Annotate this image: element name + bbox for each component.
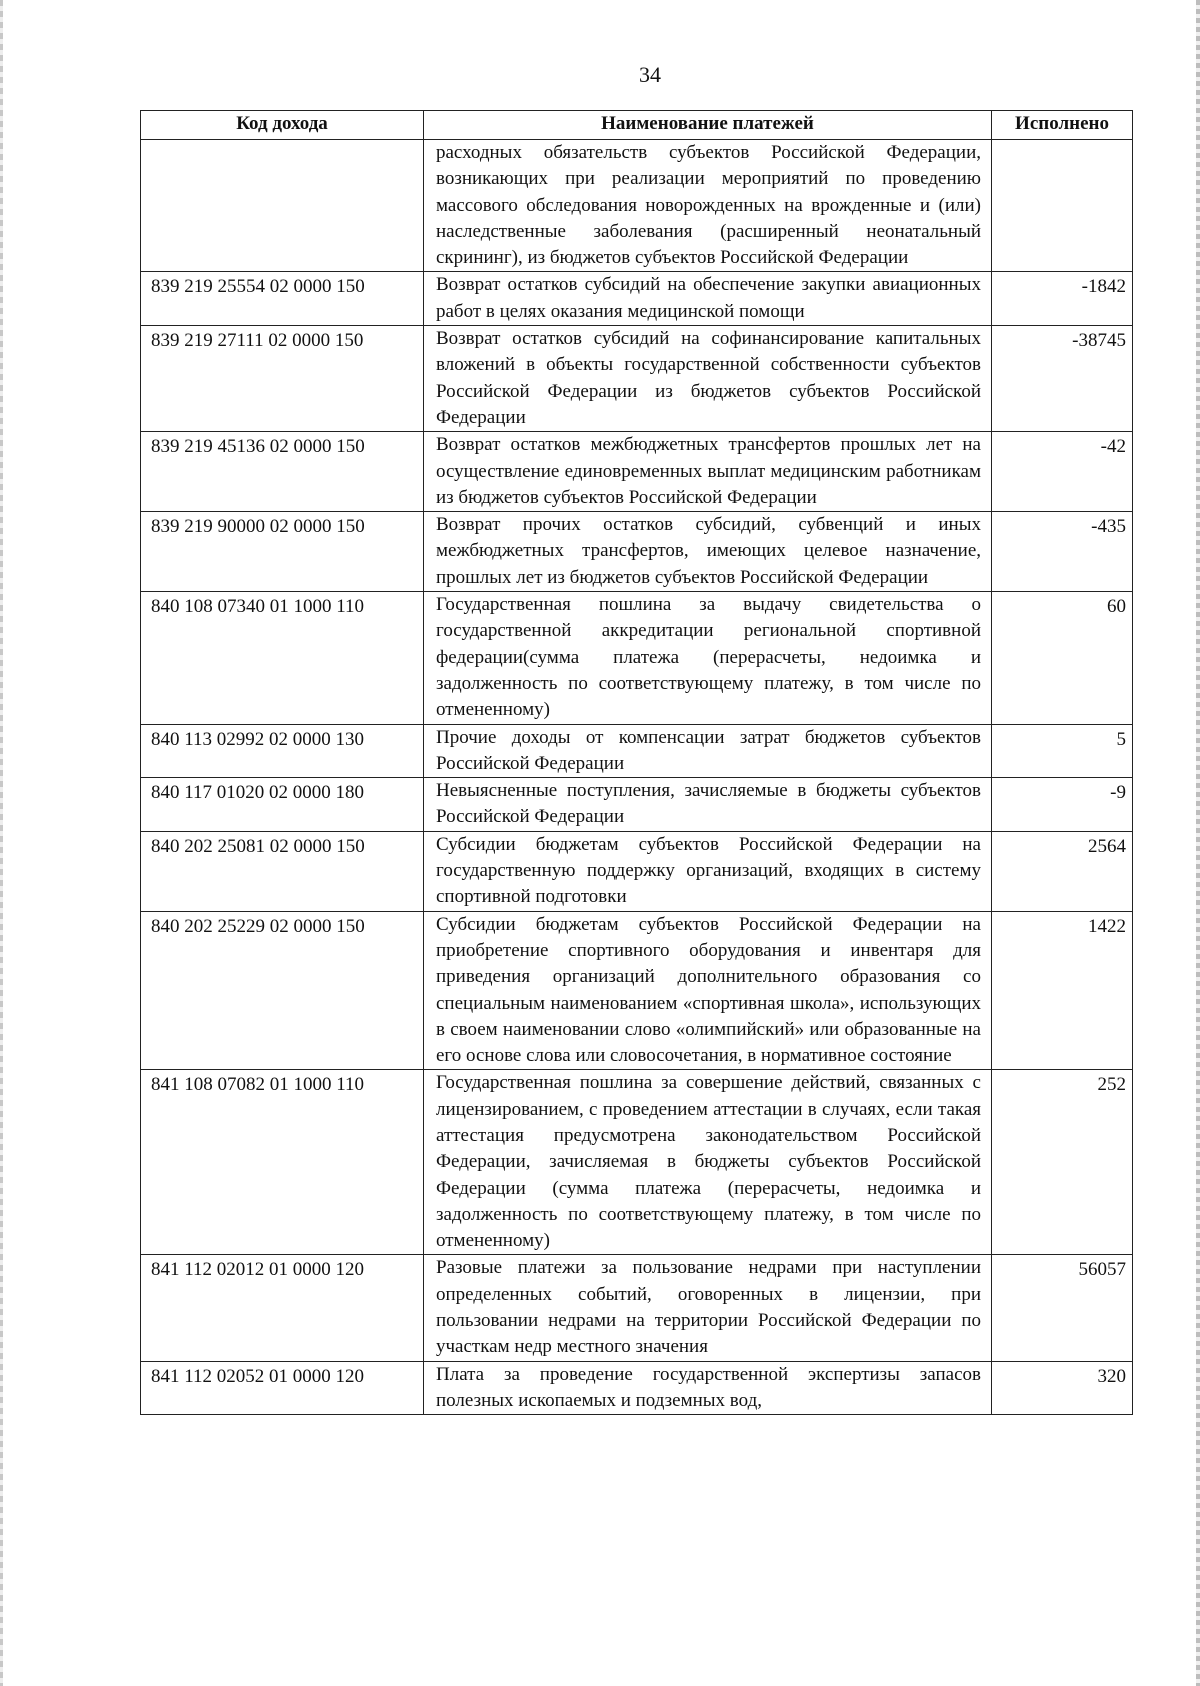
payment-name: Возврат остатков субсидий на софинансирование капитальных вложений в объекты государственной собственности субъектов Российской Федерации из бюджетов субъектов Российской Федерации [424, 326, 992, 432]
table-row [141, 140, 1133, 272]
payment-name: Невыясненные поступления, зачисляемые в бюджеты субъектов Российской Федерации [424, 778, 992, 832]
table-row [141, 592, 1133, 724]
income-code: 840 202 25081 02 0000 150 [141, 831, 424, 911]
income-table-container [140, 110, 1132, 1415]
payment-name: Разовые платежи за пользование недрами при наступлении определенных событий, оговоренных в лицензии, при пользовании недрами на территории Российской Федерации по участкам недр местного значения [424, 1255, 992, 1361]
income-code: 839 219 25554 02 0000 150 [141, 272, 424, 326]
scan-edge-right [1196, 0, 1200, 1686]
executed-amount: 2564 [992, 831, 1133, 911]
income-code: 840 113 02992 02 0000 130 [141, 724, 424, 778]
page-number: 34 [639, 62, 661, 87]
executed-amount: -42 [992, 432, 1133, 512]
executed-amount: -1842 [992, 272, 1133, 326]
executed-amount: -38745 [992, 326, 1133, 432]
table-row [141, 326, 1133, 432]
table-row [141, 831, 1133, 911]
income-code [141, 140, 424, 272]
table-row [141, 778, 1133, 832]
payment-name: Плата за проведение государственной экспертизы запасов полезных ископаемых и подземных вод, [424, 1361, 992, 1415]
payment-name: Возврат остатков субсидий на обеспечение закупки авиационных работ в целях оказания медицинской помощи [424, 272, 992, 326]
table-row [141, 272, 1133, 326]
payment-name: Государственная пошлина за выдачу свидетельства о государственной аккредитации региональной спортивной федерации(сумма платежа (перерасчеты, недоимка и задолженность по соответствующему платежу, в том числе по отмененному) [424, 592, 992, 724]
table-row [141, 911, 1133, 1070]
executed-amount: 320 [992, 1361, 1133, 1415]
table-row [141, 432, 1133, 512]
executed-amount [992, 140, 1133, 272]
payment-name: расходных обязательств субъектов Российской Федерации, возникающих при реализации мероприятий по проведению массового обследования новорожденных на врожденные и (или) наследственные заболевания (расширенный неонатальный скрининг), из бюджетов субъектов Российской Федерации [424, 140, 992, 272]
income-code: 841 112 02052 01 0000 120 [141, 1361, 424, 1415]
payment-name: Государственная пошлина за совершение действий, связанных с лицензированием, с проведением аттестации в случаях, если такая аттестация предусмотрена законодательством Российской Федерации, зачисляемая в бюджеты субъектов Российской Федерации (сумма платежа (перерасчеты, недоимка и задолженность по соответствующему платежу, в том числе по отмененному) [424, 1070, 992, 1255]
executed-amount: 56057 [992, 1255, 1133, 1361]
payment-name: Прочие доходы от компенсации затрат бюджетов субъектов Российской Федерации [424, 724, 992, 778]
executed-amount: 5 [992, 724, 1133, 778]
income-code: 840 202 25229 02 0000 150 [141, 911, 424, 1070]
header-value: Исполнено [992, 111, 1133, 140]
header-code: Код дохода [141, 111, 424, 140]
payment-name: Субсидии бюджетам субъектов Российской Федерации на государственную поддержку организаций, входящих в систему спортивной подготовки [424, 831, 992, 911]
executed-amount: 60 [992, 592, 1133, 724]
income-code: 841 112 02012 01 0000 120 [141, 1255, 424, 1361]
income-code: 839 219 90000 02 0000 150 [141, 512, 424, 592]
executed-amount: -9 [992, 778, 1133, 832]
table-row [141, 1070, 1133, 1255]
table-row [141, 1361, 1133, 1415]
income-code: 839 219 27111 02 0000 150 [141, 326, 424, 432]
table-row [141, 724, 1133, 778]
income-table [140, 110, 1133, 1415]
header-name: Наименование платежей [424, 111, 992, 140]
executed-amount: -435 [992, 512, 1133, 592]
payment-name: Возврат прочих остатков субсидий, субвенций и иных межбюджетных трансфертов, имеющих целевое назначение, прошлых лет из бюджетов субъектов Российской Федерации [424, 512, 992, 592]
payment-name: Возврат остатков межбюджетных трансфертов прошлых лет на осуществление единовременных выплат медицинским работникам из бюджетов субъектов Российской Федерации [424, 432, 992, 512]
table-header-row [141, 111, 1133, 140]
payment-name: Субсидии бюджетам субъектов Российской Федерации на приобретение спортивного оборудования и инвентаря для приведения организаций дополнительного образования со специальным наименованием «спортивная школа», использующих в своем наименовании слово «олимпийский» или образованные на его основе слова или словосочетания, в нормативное состояние [424, 911, 992, 1070]
income-code: 841 108 07082 01 1000 110 [141, 1070, 424, 1255]
executed-amount: 252 [992, 1070, 1133, 1255]
scan-edge-left [0, 0, 3, 1686]
table-row [141, 512, 1133, 592]
income-code: 840 108 07340 01 1000 110 [141, 592, 424, 724]
income-code: 839 219 45136 02 0000 150 [141, 432, 424, 512]
table-row [141, 1255, 1133, 1361]
executed-amount: 1422 [992, 911, 1133, 1070]
income-code: 840 117 01020 02 0000 180 [141, 778, 424, 832]
